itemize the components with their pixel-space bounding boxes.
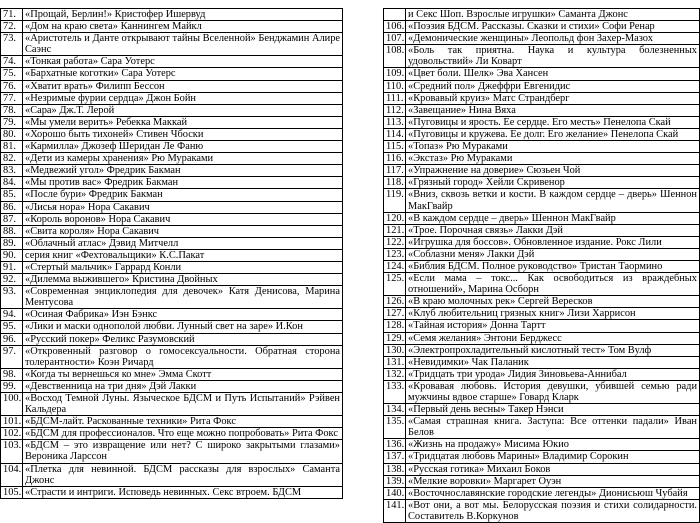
book-entry: «Самая страшная книга. Заступа: Все оттенки падали» Иван Белов [406,416,700,439]
row-number: 109. [384,68,406,80]
book-entry: «Дилемма выжившего» Кристина Двойных [23,274,343,286]
book-entry: «Игрушка для боссов». Обновленное издание. Рокс Лили [406,236,700,248]
table-row [384,439,700,451]
row-number: 114. [384,128,406,140]
book-entry: «Первый день весны» Такер Нэнси [406,404,700,416]
table-row [1,321,343,333]
row-number: 115. [384,141,406,153]
row-number: 116. [384,153,406,165]
row-number: 74. [1,56,23,68]
book-entry: «Завещание» Нина Вяха [406,104,700,116]
row-number: 89. [1,237,23,249]
row-number: 98. [1,368,23,380]
row-number: 85. [1,189,23,201]
row-number: 75. [1,68,23,80]
table-row [384,404,700,416]
row-number: 99. [1,380,23,392]
table-row [1,21,343,33]
row-number: 138. [384,463,406,475]
table-row [384,308,700,320]
book-entry: «В каждом сердце – дверь» Шеннон МакГвайр [406,212,700,224]
table-row [1,116,343,128]
book-entry: «Лисья нора» Нора Сакавич [23,201,343,213]
book-entry: «Вот они, а вот мы. Белорусская поэзия и стихи солидарности. Составитель В.Коркунов [406,499,700,522]
row-number: 103. [1,440,23,463]
table-row [384,248,700,260]
table-row [1,428,343,440]
book-entry: «Откровенный разговор о гомосексуальности. Обратная сторона толерантности» Коэн Ричард [23,345,343,368]
left-table-body [1,9,343,499]
book-entry: серия книг «Фехтовальщики» К.С.Пакат [23,249,343,261]
right-table-body [384,9,700,523]
book-entry: «Плетка для невинной. БДСМ рассказы для взрослых» Саманта Джонс [23,463,343,486]
table-row [384,416,700,439]
book-entry: «Библия БДСМ. Полное руководство» Тристан Таормино [406,260,700,272]
row-number: 112. [384,104,406,116]
row-number: 129. [384,332,406,344]
table-row [384,320,700,332]
row-number: 101. [1,416,23,428]
table-row [1,33,343,56]
table-row [384,141,700,153]
book-entry: «Стертый мальчик» Гаррард Конли [23,261,343,273]
table-row [384,80,700,92]
book-entry: «Когда ты вернешься ко мне» Эмма Скотт [23,368,343,380]
table-row [384,212,700,224]
left-column [0,8,343,497]
row-number: 80. [1,128,23,140]
row-number: 110. [384,80,406,92]
table-row [1,333,343,345]
row-number: 92. [1,274,23,286]
book-entry: «Демонические женщины» Леопольд фон Захер-Мазох [406,33,700,45]
book-entry: «Средний пол» Джеффри Евгенидис [406,80,700,92]
book-entry: «Топаз» Рю Мураками [406,141,700,153]
row-number: 125. [384,273,406,296]
row-number: 119. [384,189,406,212]
table-row [1,237,343,249]
table-row [1,104,343,116]
table-row [384,487,700,499]
row-number: 96. [1,333,23,345]
book-entry: «Тридцать три урода» Лидия Зиновьева-Аннибал [406,368,700,380]
table-row [384,189,700,212]
table-row [1,463,343,486]
table-row [1,213,343,225]
table-row [1,189,343,201]
row-number: 72. [1,21,23,33]
book-entry: «Прощай, Берлин!» Кристофер Ишервуд [23,9,343,21]
table-row [384,368,700,380]
table-row [1,225,343,237]
row-number: 111. [384,92,406,104]
row-number: 132. [384,368,406,380]
book-list-table-left [0,8,343,499]
row-number: 131. [384,356,406,368]
book-entry: «Мы против вас» Фредрик Бакман [23,177,343,189]
row-number: 128. [384,320,406,332]
row-number: 90. [1,249,23,261]
table-row [384,9,700,21]
table-row [384,236,700,248]
row-number: 94. [1,309,23,321]
book-entry: «Кровавый круиз» Матс Страндберг [406,92,700,104]
row-number: 82. [1,153,23,165]
row-number: 108. [384,45,406,68]
row-number: 137. [384,451,406,463]
table-row [384,356,700,368]
row-number: 113. [384,116,406,128]
book-entry: «БДСМ – это извращение или нет? С широко закрытыми глазами» Вероника Ларссон [23,440,343,463]
row-number: 88. [1,225,23,237]
table-row [384,153,700,165]
book-entry: «Поэзия БДСМ. Рассказы. Сказки и стихи» Софи Ренар [406,21,700,33]
row-number: 105. [1,486,23,498]
row-number: 122. [384,236,406,248]
book-entry: «Семя желания» Энтони Берджесс [406,332,700,344]
book-entry: «После бури» Фредрик Бакман [23,189,343,201]
table-row [1,141,343,153]
table-row [1,261,343,273]
book-entry: «Пуговицы и ярость. Ее сердце. Его месть» Пенелопа Скай [406,116,700,128]
book-entry: «Восточнославянские городские легенды» Дионисьюш Чубайя [406,487,700,499]
table-row [1,153,343,165]
table-row [384,128,700,140]
table-row [384,21,700,33]
row-number: 77. [1,92,23,104]
row-number [384,9,406,21]
table-row [384,451,700,463]
row-number: 127. [384,308,406,320]
table-row [1,177,343,189]
row-number: 135. [384,416,406,439]
book-entry: «Облачный атлас» Дэвид Митчелл [23,237,343,249]
book-entry: «Пуговицы и кружева. Ее долг. Его желание» Пенелопа Скай [406,128,700,140]
row-number: 140. [384,487,406,499]
book-entry: «Цвет боли. Шелк» Эва Хансен [406,68,700,80]
table-row [384,296,700,308]
row-number: 126. [384,296,406,308]
book-entry: «Хорошо быть тихоней» Стивен Чбоски [23,128,343,140]
row-number: 97. [1,345,23,368]
table-row [384,332,700,344]
row-number: 95. [1,321,23,333]
row-number: 121. [384,224,406,236]
row-number: 93. [1,286,23,309]
row-number: 106. [384,21,406,33]
book-entry: «Бархатные коготки» Сара Уотерс [23,68,343,80]
row-number: 104. [1,463,23,486]
book-entry: «Жизнь на продажу» Мисима Юкио [406,439,700,451]
table-row [1,9,343,21]
book-entry: «Дом на краю света» Каннингем Майкл [23,21,343,33]
row-number: 73. [1,33,23,56]
table-row [384,116,700,128]
table-row [384,260,700,272]
book-entry: «Король воронов» Нора Сакавич [23,213,343,225]
book-entry: «Хватит врать» Филипп Бессон [23,80,343,92]
book-entry: «Аристотель и Данте открывают тайны Вселенной» Бенджамин Алире Саэнс [23,33,343,56]
table-row [384,224,700,236]
table-row [1,274,343,286]
book-entry: «Девственница на три дня» Дэй Лакки [23,380,343,392]
book-entry: «Тонкая работа» Сара Уотерс [23,56,343,68]
book-entry: «Осиная Фабрика» Иэн Бэнкс [23,309,343,321]
table-row [1,128,343,140]
table-row [1,368,343,380]
row-number: 86. [1,201,23,213]
row-number: 141. [384,499,406,522]
row-number: 100. [1,393,23,416]
book-entry: «Дети из камеры хранения» Рю Мураками [23,153,343,165]
row-number: 134. [384,404,406,416]
table-row [1,440,343,463]
row-number: 83. [1,165,23,177]
table-row [384,344,700,356]
table-row [1,165,343,177]
table-row [384,273,700,296]
book-entry: «Медвежий угол» Фредрик Бакман [23,165,343,177]
table-row [1,345,343,368]
book-entry: «Соблазни меня» Лакки Дэй [406,248,700,260]
row-number: 102. [1,428,23,440]
book-entry: «Современная энциклопедия для девочек» Катя Денисова, Марина Ментусова [23,286,343,309]
table-row [384,463,700,475]
book-entry: «Сара» Дж.Т. Лерой [23,104,343,116]
row-number: 133. [384,380,406,403]
table-row [384,104,700,116]
book-entry: «Упражнение на доверие» Сюзьен Чой [406,165,700,177]
book-entry: и Секс Шоп. Взрослые игрушки» Саманта Джонс [406,9,700,21]
book-entry: «Кровавая любовь. История девушки, убившей семью ради мужчины вдвое старше» Говард Кларк [406,380,700,403]
book-entry: «Клуб любительниц грязных книг» Лизи Харрисон [406,308,700,320]
row-number: 118. [384,177,406,189]
book-list-table-right [383,8,700,523]
book-entry: «Русская готика» Михаил Боков [406,463,700,475]
row-number: 71. [1,9,23,21]
table-row [1,393,343,416]
book-entry: «Русский покер» Феликс Разумовский [23,333,343,345]
table-row [384,177,700,189]
row-number: 124. [384,260,406,272]
book-entry: «В краю молочных рек» Сергей Вересков [406,296,700,308]
table-row [384,165,700,177]
book-entry: «Тайная история» Донна Тартт [406,320,700,332]
row-number: 107. [384,33,406,45]
book-entry: «Тридцатая любовь Марины» Владимир Сорокин [406,451,700,463]
book-entry: «Электропрохладительный кислотный тест» Том Вулф [406,344,700,356]
row-number: 91. [1,261,23,273]
book-entry: «Лики и маски однополой любви. Лунный свет на заре» И.Кон [23,321,343,333]
table-row [1,201,343,213]
row-number: 130. [384,344,406,356]
table-row [1,80,343,92]
table-row [1,249,343,261]
row-number: 76. [1,80,23,92]
book-entry: «Восход Темной Луны. Языческое БДСМ и Путь Испытаний» Рэйвен Кальдера [23,393,343,416]
table-row [1,416,343,428]
table-row [1,92,343,104]
table-row [1,309,343,321]
book-entry: «Страсти и интриги. Исповедь невинных. Секс втроем. БДСМ [23,486,343,498]
table-row [1,286,343,309]
book-entry: «Экстаз» Рю Мураками [406,153,700,165]
right-column [383,8,700,522]
table-row [384,475,700,487]
book-entry: «Вниз, сквозь ветки и кости. В каждом сердце – дверь» Шеннон МакГвайр [406,189,700,212]
book-entry: «Мелкие воровки» Маргарет Оуэн [406,475,700,487]
table-row [1,56,343,68]
row-number: 117. [384,165,406,177]
book-entry: «Боль так приятна. Наука и культура болезненных удовольствий» Ли Коварт [406,45,700,68]
row-number: 120. [384,212,406,224]
book-entry: «Невидимки» Чак Паланик [406,356,700,368]
row-number: 78. [1,104,23,116]
book-entry: «Трое. Порочная связь» Лакки Дэй [406,224,700,236]
row-number: 123. [384,248,406,260]
book-entry: «Мы умели верить» Ребекка Маккай [23,116,343,128]
book-entry: «Кармилла» Джозеф Шеридан Ле Фаню [23,141,343,153]
table-row [384,499,700,522]
row-number: 81. [1,141,23,153]
book-entry: «Если мама – токс... Как освободиться из враждебных отношений», Марина Осборн [406,273,700,296]
row-number: 136. [384,439,406,451]
table-row [384,45,700,68]
table-row [384,68,700,80]
row-number: 84. [1,177,23,189]
table-row [1,68,343,80]
row-number: 79. [1,116,23,128]
row-number: 139. [384,475,406,487]
table-row [1,380,343,392]
table-row [384,92,700,104]
book-entry: «Незримые фурии сердца» Джон Бойн [23,92,343,104]
table-row [384,380,700,403]
book-entry: «БДСМ-лайт. Раскованные техники» Рита Фокс [23,416,343,428]
table-row [384,33,700,45]
book-entry: «Свита короля» Нора Сакавич [23,225,343,237]
row-number: 87. [1,213,23,225]
book-entry: «Грязный город» Хейли Скривенор [406,177,700,189]
book-entry: «БДСМ для профессионалов. Что еще можно попробовать» Рита Фокс [23,428,343,440]
